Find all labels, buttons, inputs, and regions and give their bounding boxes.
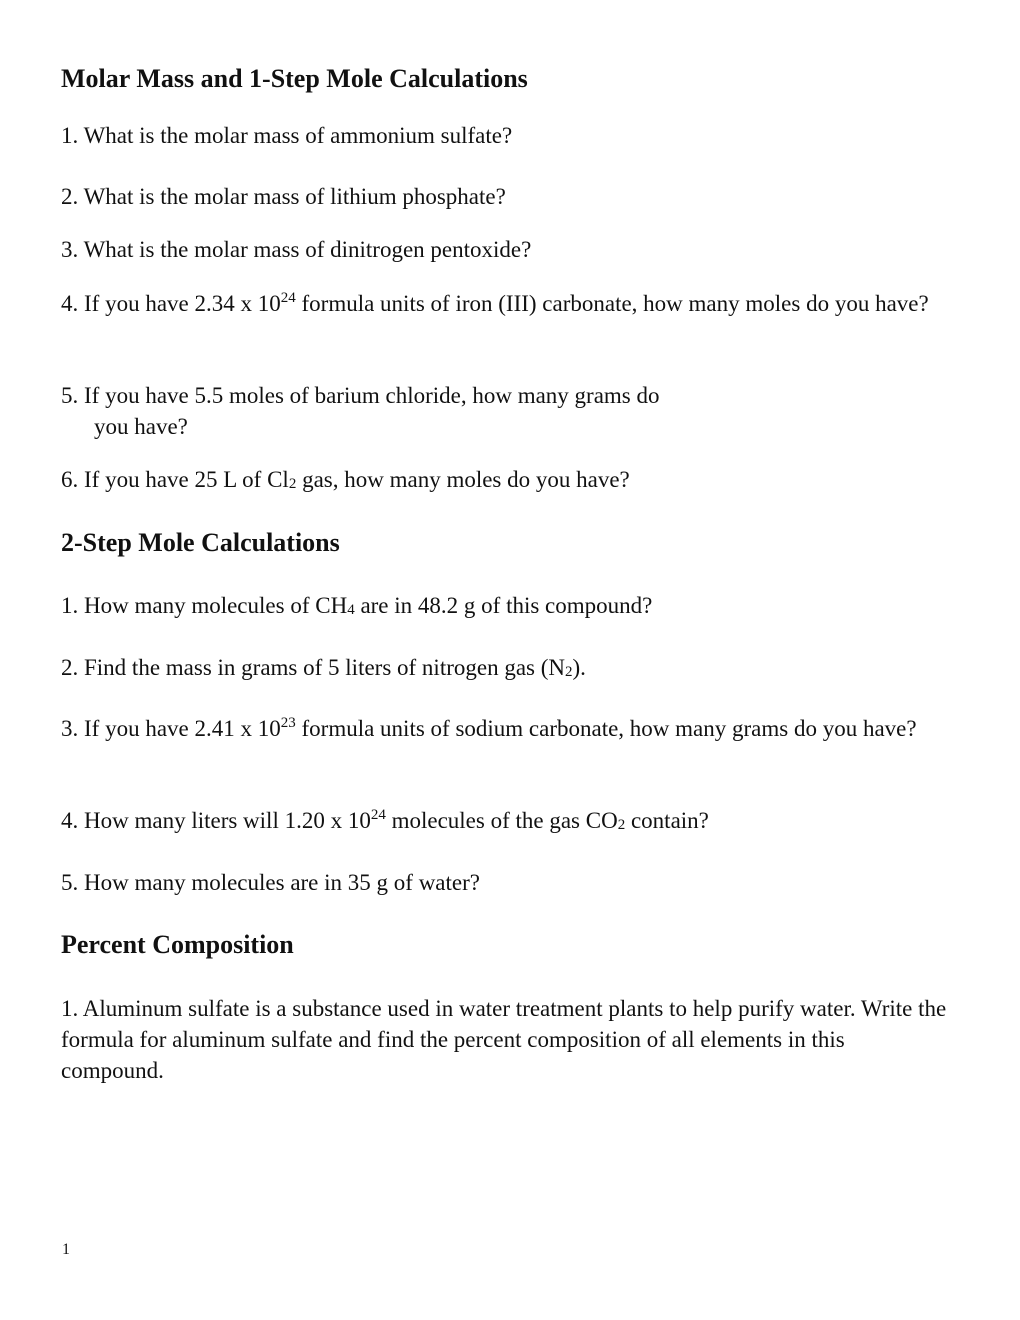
page-number: 1 (62, 1241, 70, 1258)
question-text: formula units of sodium carbonate, how many grams do you have? (295, 716, 917, 741)
question-1-6 (61, 464, 961, 495)
question-1-4 (61, 288, 956, 319)
subscript: 4 (347, 602, 355, 618)
question-text: 4. How many liters will 1.20 x 10 (61, 808, 371, 833)
question-2-2 (61, 652, 961, 683)
question-1-5 (61, 380, 961, 442)
question-text: ). (572, 655, 586, 680)
section-heading-two-step: 2-Step Mole Calculations (61, 528, 340, 557)
subscript: 2 (288, 476, 297, 492)
question-text: 6. If you have 25 L of Cl (61, 467, 289, 492)
question-text: 3. If you have 2.41 x 10 (61, 716, 281, 741)
question-text: formula units of iron (III) carbonate, how many moles do you have? (295, 291, 929, 316)
question-1-3: 3. What is the molar mass of dinitrogen pentoxide? (61, 237, 532, 262)
question-text: are in 48.2 g of this compound? (354, 593, 653, 618)
question-text: 1. How many molecules of CH (61, 593, 348, 618)
question-text: gas, how many moles do you have? (296, 467, 630, 492)
subscript: 2 (617, 817, 626, 833)
question-text: 5. If you have 5.5 moles of barium chloride, how many grams do (61, 383, 660, 408)
question-1-1: 1. What is the molar mass of ammonium sulfate? (61, 123, 513, 148)
exponent: 24 (280, 290, 296, 306)
question-1-2: 2. What is the molar mass of lithium phosphate? (61, 184, 506, 209)
question-3-1: 1. Aluminum sulfate is a substance used in water treatment plants to help purify water. Write the formula for aluminum sulfate and find the percent composition of all elements in this compound. (61, 996, 947, 1083)
exponent: 24 (370, 807, 386, 823)
question-text-continued: you have? (94, 414, 188, 439)
question-text: 2. Find the mass in grams of 5 liters of nitrogen gas (N (61, 655, 566, 680)
question-2-3 (61, 713, 946, 744)
question-2-5: 5. How many molecules are in 35 g of water? (61, 870, 480, 895)
exponent: 23 (280, 715, 296, 731)
question-text: molecules of the gas CO (385, 808, 618, 833)
question-text: 4. If you have 2.34 x 10 (61, 291, 281, 316)
question-text: contain? (625, 808, 709, 833)
section-heading-percent-composition: Percent Composition (61, 930, 294, 959)
question-2-1 (61, 590, 961, 621)
section-heading-molar-mass: Molar Mass and 1-Step Mole Calculations (61, 64, 528, 93)
question-2-4 (61, 805, 961, 836)
subscript: 2 (565, 664, 573, 680)
